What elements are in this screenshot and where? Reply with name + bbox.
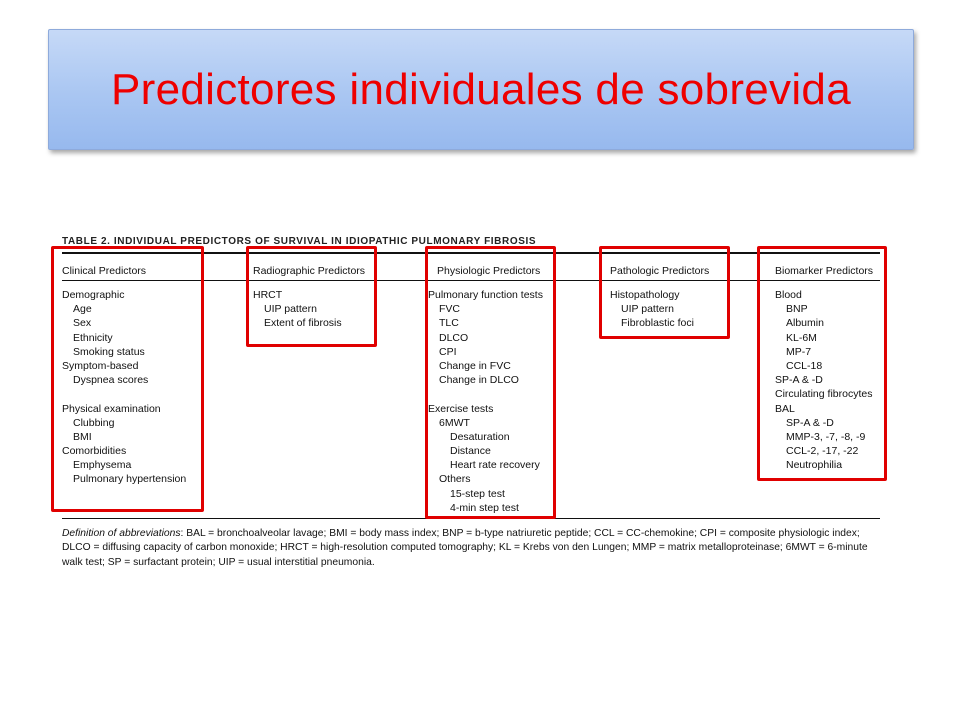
list-item: Albumin: [786, 317, 824, 330]
list-item: HRCT: [253, 289, 283, 301]
list-item: Change in DLCO: [439, 374, 519, 387]
slide-title: Predictores individuales de sobrevida: [111, 64, 851, 114]
top-rule: [62, 252, 880, 254]
list-item: 6MWT: [439, 416, 470, 429]
list-item: Heart rate recovery: [450, 459, 540, 472]
header-pathologic: Pathologic Predictors: [610, 265, 710, 277]
list-item: CCL-2, -17, -22: [786, 445, 859, 458]
biomarker-column: [775, 288, 872, 472]
list-item: Extent of fibrosis: [264, 317, 342, 330]
list-item: BMI: [73, 430, 92, 443]
abbreviations-footnote: [62, 527, 882, 570]
list-item: Fibroblastic foci: [621, 317, 694, 330]
list-item: Circulating fibrocytes: [775, 388, 873, 401]
list-item: FVC: [439, 303, 460, 316]
radiographic-column: [253, 288, 342, 331]
list-item: Pulmonary hypertension: [73, 473, 187, 486]
physiologic-column: [428, 288, 543, 515]
list-item: UIP pattern: [264, 303, 317, 316]
list-item: Exercise tests: [428, 402, 494, 415]
list-item: TLC: [439, 317, 459, 330]
list-item: Ethnicity: [73, 331, 113, 344]
list-item: Pulmonary function tests: [428, 289, 543, 301]
abbreviations-label: Definition of abbreviations: [62, 528, 181, 539]
list-item: Clubbing: [73, 416, 115, 429]
bottom-rule: [62, 518, 880, 519]
abbreviations-text: : BAL = bronchoalveolar lavage; BMI = body mass index; BNP = b-type natriuretic peptide; CCL = CC-chemokine; CPI = composite physiologic index; DLCO = diffusing capacity of carbon monoxide; HRCT = high-resolution computed tomography; KL = Krebs von den Lungen; MMP = matrix metalloproteinase; 6MWT = 6-minute walk test; SP = surfactant protein; UIP = usual interstitial pneumonia.: [62, 528, 868, 568]
list-item: CPI: [439, 345, 457, 358]
header-physiologic: Physiologic Predictors: [437, 265, 541, 277]
list-item: Desaturation: [450, 430, 510, 443]
list-item: DLCO: [439, 331, 469, 344]
list-item: Demographic: [62, 289, 125, 301]
list-item: Age: [73, 303, 92, 316]
list-item: Dyspnea scores: [73, 374, 149, 387]
list-item: SP-A & -D: [775, 374, 823, 387]
list-item: Change in FVC: [439, 359, 511, 372]
list-item: UIP pattern: [621, 303, 674, 316]
list-item: KL-6M: [786, 331, 817, 344]
list-item: Physical examination: [62, 402, 161, 415]
list-item: Histopathology: [610, 289, 680, 301]
list-item: Symptom-based: [62, 359, 139, 372]
list-item: MMP-3, -7, -8, -9: [786, 430, 866, 443]
list-item: Neutrophilia: [786, 459, 843, 472]
list-item: 4-min step test: [450, 501, 519, 514]
clinical-column: [62, 288, 186, 487]
list-item: 15-step test: [450, 487, 505, 500]
list-item: BNP: [786, 303, 808, 316]
table-caption: TABLE 2. INDIVIDUAL PREDICTORS OF SURVIVAL IN IDIOPATHIC PULMONARY FIBROSIS: [62, 236, 537, 245]
list-item: CCL-18: [786, 359, 823, 372]
list-item: SP-A & -D: [786, 416, 834, 429]
list-item: MP-7: [786, 345, 812, 358]
header-clinical: Clinical Predictors: [62, 265, 147, 277]
list-item: Comorbidities: [62, 445, 127, 458]
list-item: Sex: [73, 317, 92, 330]
header-biomarker: Biomarker Predictors: [775, 265, 874, 277]
header-radiographic: Radiographic Predictors: [253, 265, 366, 277]
header-rule: [62, 280, 880, 281]
list-item: Others: [439, 473, 471, 486]
list-item: Emphysema: [73, 459, 132, 472]
list-item: Distance: [450, 445, 491, 458]
list-item: Smoking status: [73, 345, 145, 358]
list-item: Blood: [775, 289, 802, 301]
list-item: BAL: [775, 402, 795, 415]
pathologic-column: [610, 288, 694, 331]
